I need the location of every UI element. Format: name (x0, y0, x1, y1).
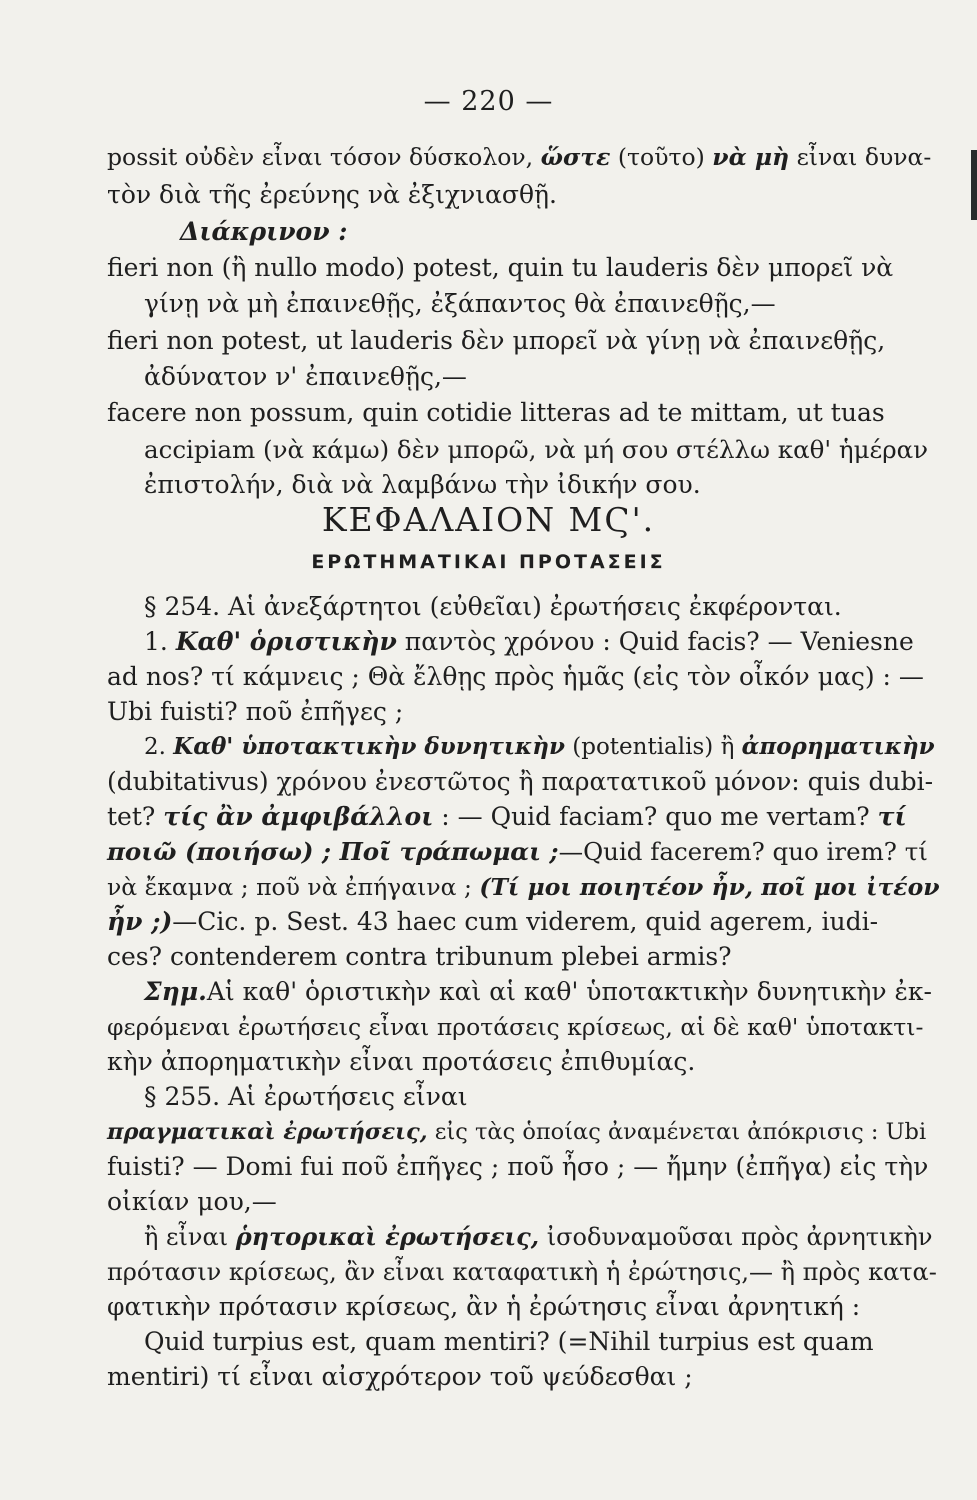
text-run: possit οὐδὲν εἶναι τόσον δύσκολον, (107, 143, 541, 171)
section-heading: ΕΡΩΤΗΜΑΤΙΚΑΙ ΠΡΟΤΑΣΕΙΣ (311, 551, 666, 573)
emphasis-run: (Τί μοι ποιητέον ἦν, ποῖ μοι ἰτέον (479, 873, 940, 901)
text-line: accipiam (νὰ κάμω) δὲν μπορῶ, νὰ μή σου στέλλω καθ' ἡμέραν (144, 435, 929, 464)
paragraph-255-line: mentiri) τί εἶναι αἰσχρότερον τοῦ ψεύδεσθαι ; (107, 1362, 693, 1391)
paragraph-255-line (107, 1115, 926, 1149)
paragraph-254-line: Ubi fuisti? ποῦ ἐπῆγες ; (107, 697, 404, 726)
text-run: (τοῦτο) (610, 143, 713, 171)
text-run: ἰσοδυναμοῦσαι πρὸς ἀρνητικὴν (539, 1223, 933, 1251)
text-run: —Quid facerem? quo irem? τί (558, 837, 928, 866)
text-run: ἢ εἶναι (144, 1223, 236, 1251)
emphasis-run: πραγματικαὶ ἐρωτήσεις, (107, 1119, 428, 1145)
text-line: fieri non potest, ut lauderis δὲν μπορεῖ νὰ γίνῃ νὰ ἐπαινεθῇς, (107, 326, 886, 355)
paragraph-255-line: § 255. Αἱ ἐρωτήσεις εἶναι (144, 1082, 468, 1111)
paragraph-254-line (144, 730, 935, 764)
paragraph-254-line: ces? contenderem contra tribunum plebei armis? (107, 942, 732, 971)
text-run: παντὸς χρόνου : Quid facis? — Veniesne (396, 627, 914, 656)
text-line: facere non possum, quin cotidie litteras ad te mittam, ut tuas (107, 398, 885, 427)
text-run: 2. (144, 734, 174, 760)
paragraph-255-line: οἰκίαν μου,— (107, 1187, 277, 1216)
paragraph-254-line: § 254. Αἱ ἀνεξάρτητοι (εὐθεῖαι) ἐρωτήσεις ἐκφέρονται. (144, 592, 842, 621)
text-run: tet? (107, 802, 164, 831)
paragraph-254-line (107, 835, 928, 869)
text-run: (potentialis) ἢ (564, 734, 742, 760)
text-line: γίνῃ νὰ μὴ ἐπαινεθῇς, ἐξάπαντος θὰ ἐπαινεθῇς,— (144, 289, 776, 318)
text-run: : — Quid faciam? quo me vertam? (433, 802, 878, 831)
text-line: ἀδύνατον ν' ἐπαινεθῇς,— (144, 362, 467, 391)
paragraph-254-line (107, 870, 940, 904)
text-run: 1. (144, 627, 176, 656)
text-line: ἐπιστολήν, διὰ νὰ λαμβάνω τὴν ἰδικήν σου. (144, 470, 701, 499)
subheading: Διάκρινον : (180, 217, 348, 246)
emphasis-run: Καθ' ὁριστικὴν (175, 627, 397, 656)
emphasis-run: ποιῶ (ποιήσω) ; Ποῖ τράπωμαι ; (107, 837, 559, 866)
text-run: —Cic. p. Sest. 43 haec cum viderem, quid agerem, iudi- (172, 907, 879, 936)
paragraph-255-line: φατικὴν πρότασιν κρίσεως, ἂν ἡ ἐρώτησις εἶναι ἀρνητική : (107, 1292, 861, 1321)
emphasis-run: ἦν ;) (107, 907, 173, 936)
emphasis-run: νὰ μὴ (712, 143, 790, 171)
text-run: Αἱ καθ' ὁριστικὴν καὶ αἱ καθ' ὑποτακτικὴν δυνητικὴν ἐκ- (206, 977, 932, 1006)
binding-edge-mark (971, 150, 977, 220)
paragraph-254-line (107, 800, 907, 834)
chapter-title: ΚΕΦΑΛΑΙΟΝ ΜϚ'. (321, 500, 656, 539)
note-label: Σημ. (144, 977, 207, 1006)
emphasis-run: ῥητορικαὶ ἐρωτήσεις, (235, 1222, 540, 1251)
text-run: εἰς τὰς ὁποίας ἀναμένεται ἀπόκρισις : Ubi (427, 1119, 927, 1145)
text-run: εἶναι δυνα- (789, 143, 932, 171)
note-line (144, 975, 932, 1009)
page-number: — 220 — (423, 86, 554, 117)
text-run: νὰ ἔκαμνα ; ποῦ νὰ ἐπήγαινα ; (107, 873, 480, 901)
emphasis-run: τί (877, 802, 907, 831)
note-line: κὴν ἀπορηματικὴν εἶναι προτάσεις ἐπιθυμίας. (107, 1047, 696, 1076)
paragraph-255-line: πρότασιν κρίσεως, ἂν εἶναι καταφατικὴ ἡ ἐρώτησις,— ἢ πρὸς κατα- (107, 1258, 937, 1286)
paragraph-254-line: (dubitativus) χρόνου ἐνεστῶτος ἢ παρατατικοῦ μόνον: quis dubi- (107, 767, 934, 796)
text-line: τὸν διὰ τῆς ἐρεύνης νὰ ἐξιχνιασθῇ. (107, 180, 557, 209)
text-line: fieri non (ἢ nullo modo) potest, quin tu lauderis δὲν μπορεῖ νὰ (107, 253, 894, 282)
emphasis-run: Καθ' ὑποτακτικὴν δυνητικὴν (173, 733, 565, 760)
paragraph-255-line: Quid turpius est, quam mentiri? (=Nihil turpius est quam (144, 1327, 874, 1356)
paragraph-255-line (144, 1220, 932, 1254)
paragraph-254-line (107, 905, 878, 939)
note-line: φερόμεναι ἐρωτήσεις εἶναι προτάσεις κρίσεως, αἱ δὲ καθ' ὑποτακτι- (107, 1013, 924, 1041)
paragraph-254-line (144, 625, 914, 659)
emphasis-run: ὥστε (540, 143, 611, 171)
text-line (107, 140, 931, 174)
emphasis-run: ἀπορηματικὴν (741, 733, 935, 760)
paragraph-254-line: ad nos? τί κάμνεις ; Θὰ ἔλθῃς πρὸς ἡμᾶς (εἰς τὸν οἶκόν μας) : — (107, 662, 924, 691)
paragraph-255-line: fuisti? — Domi fui ποῦ ἐπῆγες ; ποῦ ἦσο ; — ἤμην (ἐπῆγα) εἰς τὴν (107, 1152, 929, 1181)
emphasis-run: τίς ἂν ἀμφιβάλλοι (163, 802, 434, 831)
